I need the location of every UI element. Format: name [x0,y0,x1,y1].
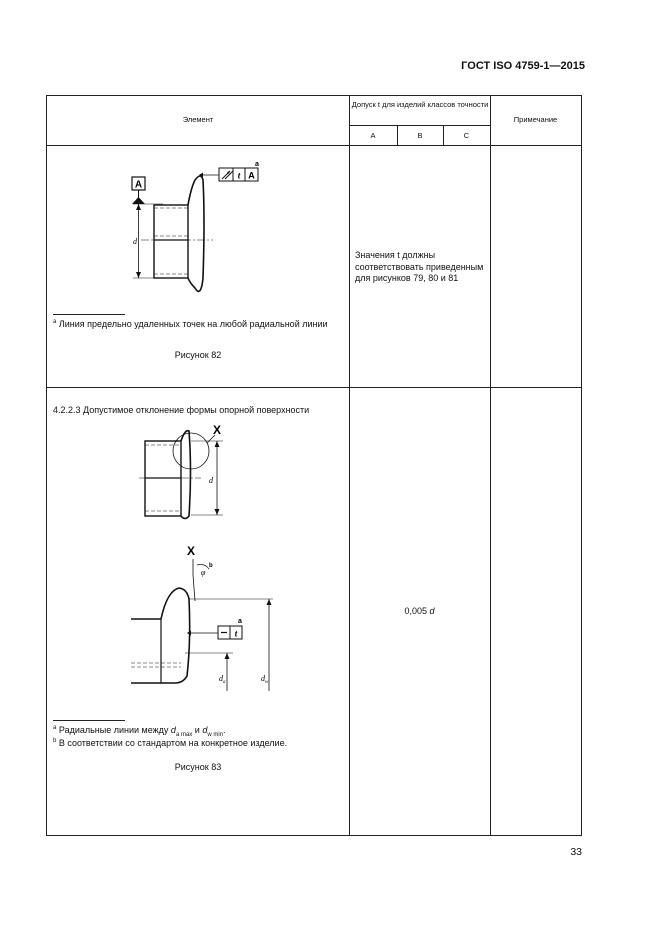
section-4-2-2-3-title: 4.2.2.3 Допустимое отклонение формы опорной поверхности [53,405,310,415]
footnote-83-a: $^a$ Радиальные линии между $d_{a max}$ и $d_{w min}$. [53,725,226,738]
datum-a-label: A [134,179,143,191]
angle-b-mark: b [209,563,213,569]
row-divider [47,387,581,388]
note-a-mark: a [255,161,259,168]
footnote-83-b: $^b$ В соответствии со стандартом на конкретное изделие. [53,738,288,748]
tolerance-value-83: 0,005 d [404,606,435,616]
col-divider-note [490,96,491,836]
footnote-82: $^a$ Линия предельно удаленных точек на любой радиальной линии [53,319,328,329]
footnote-rule-83 [53,720,125,721]
header-note: Примечание [513,115,558,124]
caption-83: Рисунок 83 [174,762,222,772]
figure-83-nut-drawing [131,421,271,526]
footnote-rule-82 [53,314,125,315]
tolerance-table [46,95,582,836]
page-number: 33 [570,846,582,858]
header-class-b: B [417,131,423,140]
dim-dw-label: $d_w$ [261,674,269,685]
note-a-mark-83: a [238,618,242,625]
tol-datum-label: A [248,170,255,181]
header-tolerance: Допуск t для изделий классов точности [351,100,489,109]
figure-82-drawing [123,158,283,298]
dim-d-label: d [133,237,137,246]
header-element: Элемент [182,115,214,124]
standard-designation: ГОСТ ISO 4759-1—2015 [461,60,585,72]
col-divider-element [349,96,350,836]
dim-d-label-83: d [209,476,213,485]
header-sub-divider [349,125,490,126]
detail-x2-label: X [187,544,196,558]
tol-t-label: t [237,170,241,181]
header-class-c: C [463,131,470,140]
tolerance-note-82: Значения t должны соответствовать приведенным для рисунков 79, 80 и 81 [355,250,484,283]
flat-tol-t-label: t [234,628,238,639]
svg-text:φ: φ [201,568,206,577]
caption-82: Рисунок 82 [174,350,222,360]
header-bottom-line [47,145,581,146]
dim-da-label: $d_a$ [219,674,226,685]
figure-83-detail-drawing [123,541,293,701]
header-class-a: A [370,131,376,140]
detail-x-label: X [213,423,222,437]
